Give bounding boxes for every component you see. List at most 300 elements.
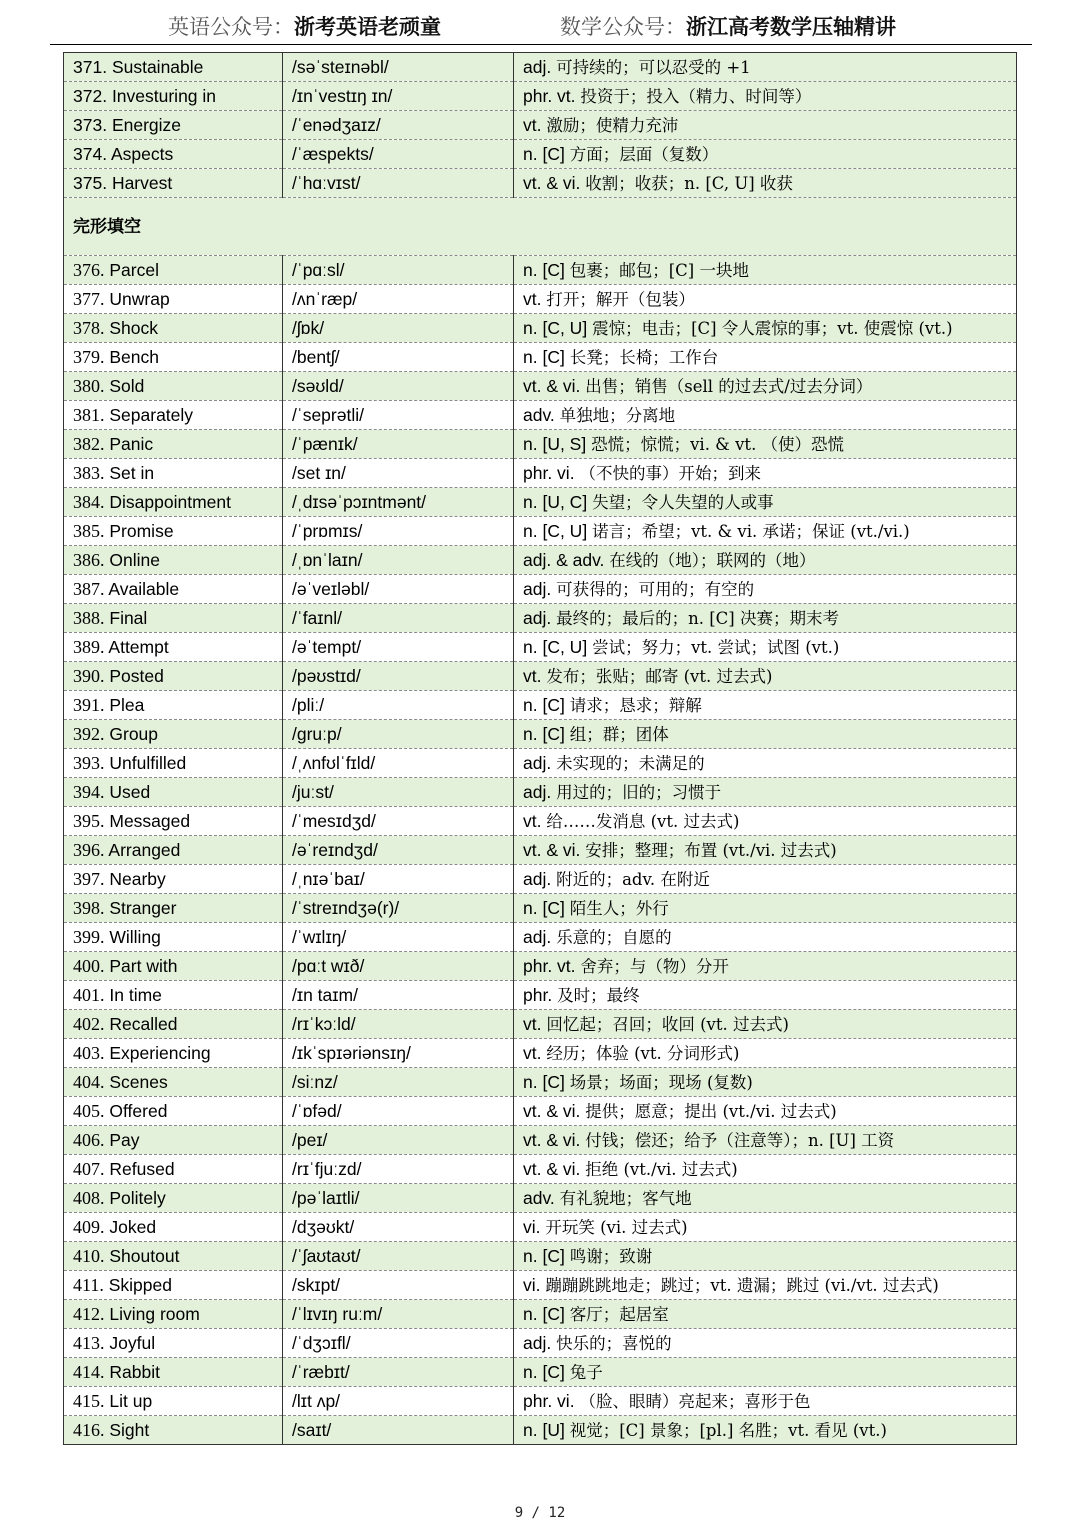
definition-cell	[514, 285, 1017, 314]
part-of-speech: vi.	[523, 1216, 541, 1237]
definition-cell	[514, 140, 1017, 169]
entry-word: Recalled	[109, 1014, 178, 1034]
definition-cell	[514, 1358, 1017, 1387]
definition-text: 请求；恳求；辩解	[569, 695, 702, 715]
word-cell	[64, 140, 283, 169]
part-of-speech: adv.	[523, 404, 555, 425]
table-row	[64, 1358, 1017, 1387]
word-cell	[64, 111, 283, 140]
entry-word: Harvest	[111, 173, 173, 193]
definition-cell	[514, 778, 1017, 807]
definition-cell	[514, 894, 1017, 923]
definition-text: 出售；销售（sell 的过去式/过去分词）	[585, 376, 873, 396]
part-of-speech: n. [C]	[523, 1361, 565, 1382]
definition-cell	[514, 604, 1017, 633]
part-of-speech: vt.	[523, 1013, 542, 1034]
definition-text: 蹦蹦跳跳地走；跳过；vt. 遗漏；跳过 (vi./vt. 过去式)	[545, 1275, 939, 1295]
definition-text: 用过的；旧的；习惯于	[556, 782, 722, 802]
definition-text: 投资于；投入（精力、时间等）	[580, 86, 812, 106]
entry-word: Sold	[109, 376, 145, 396]
table-row	[64, 865, 1017, 894]
definition-text: （不快的事）开始；到来	[579, 463, 761, 483]
table-row	[64, 604, 1017, 633]
part-of-speech: vt.	[523, 1042, 542, 1063]
part-of-speech: vt. & vi.	[523, 172, 581, 193]
phonetic-cell: /səˈsteɪnəbl/	[283, 53, 514, 82]
entry-number: 405.	[73, 1101, 105, 1121]
table-row	[64, 1213, 1017, 1242]
entry-word: Arranged	[108, 840, 181, 860]
word-cell	[64, 459, 283, 488]
definition-cell	[514, 952, 1017, 981]
part-of-speech: adj. & adv.	[523, 549, 605, 570]
table-row	[64, 894, 1017, 923]
definition-cell	[514, 749, 1017, 778]
definition-text: 激励；使精力充沛	[546, 115, 679, 135]
entry-number: 373.	[73, 115, 108, 135]
part-of-speech: n. [C, U]	[523, 636, 588, 657]
phonetic-cell: /ˈpænɪk/	[283, 430, 514, 459]
entry-word: Pay	[109, 1130, 140, 1150]
phonetic-cell: /pəʊstɪd/	[283, 662, 514, 691]
definition-text: 回忆起；召回；收回 (vt. 过去式)	[546, 1014, 789, 1034]
word-cell	[64, 1329, 283, 1358]
entry-word: Shock	[109, 318, 159, 338]
entry-word: Stranger	[109, 898, 177, 918]
table-row	[64, 1010, 1017, 1039]
phonetic-cell: /bentʃ/	[283, 343, 514, 372]
definition-text: 未实现的；未满足的	[556, 753, 705, 773]
table-row	[64, 952, 1017, 981]
table-row	[64, 401, 1017, 430]
part-of-speech: n. [C]	[523, 1071, 565, 1092]
definition-text: 视觉；[C] 景象；[pl.] 名胜；vt. 看见 (vt.)	[569, 1420, 887, 1440]
part-of-speech: adj.	[523, 868, 552, 889]
entry-number: 375.	[73, 173, 108, 193]
entry-word: Joked	[109, 1217, 157, 1237]
definition-text: 长凳；长椅；工作台	[569, 347, 719, 367]
phonetic-cell: /dʒəʊkt/	[283, 1213, 514, 1242]
entry-number: 382.	[73, 434, 105, 454]
entry-word: Aspects	[110, 144, 174, 164]
entry-word: Unwrap	[109, 289, 170, 309]
definition-cell	[514, 169, 1017, 198]
table-row	[64, 488, 1017, 517]
phonetic-cell: /ˈɒfəd/	[283, 1097, 514, 1126]
table-row	[64, 1126, 1017, 1155]
word-cell	[64, 1271, 283, 1300]
entry-word: In time	[109, 985, 162, 1005]
entry-number: 387.	[73, 579, 105, 599]
table-row	[64, 720, 1017, 749]
definition-cell	[514, 1155, 1017, 1184]
phonetic-cell: /əˈtempt/	[283, 633, 514, 662]
word-cell	[64, 952, 283, 981]
part-of-speech: adj.	[523, 752, 552, 773]
definition-cell	[514, 836, 1017, 865]
part-of-speech: phr. vi.	[523, 1390, 575, 1411]
phonetic-cell: /pɑːt wɪð/	[283, 952, 514, 981]
entry-number: 389.	[73, 637, 105, 657]
part-of-speech: adj.	[523, 607, 552, 628]
table-row	[64, 1329, 1017, 1358]
definition-text: 拒绝 (vt./vi. 过去式)	[585, 1159, 738, 1179]
part-of-speech: n. [C]	[523, 897, 565, 918]
word-cell	[64, 517, 283, 546]
definition-text: 恐慌；惊慌；vi. & vt. （使）恐慌	[591, 434, 845, 454]
table-row	[64, 1242, 1017, 1271]
phonetic-cell: /ʃɒk/	[283, 314, 514, 343]
phonetic-cell: /rɪˈfjuːzd/	[283, 1155, 514, 1184]
definition-cell	[514, 923, 1017, 952]
phonetic-cell: /ˌɒnˈlaɪn/	[283, 546, 514, 575]
word-cell	[64, 1126, 283, 1155]
entry-number: 371.	[73, 57, 108, 77]
part-of-speech: n. [C]	[523, 259, 565, 280]
definition-cell	[514, 1213, 1017, 1242]
word-cell	[64, 1039, 283, 1068]
word-cell	[64, 836, 283, 865]
phonetic-cell: /juːst/	[283, 778, 514, 807]
word-cell	[64, 430, 283, 459]
definition-text: 组；群；团体	[569, 724, 669, 744]
word-cell	[64, 1242, 283, 1271]
part-of-speech: phr. vi.	[523, 462, 575, 483]
definition-text: 尝试；努力；vt. 尝试；试图 (vt.)	[592, 637, 840, 657]
table-row	[64, 1184, 1017, 1213]
definition-cell	[514, 488, 1017, 517]
entry-word: Sight	[109, 1420, 150, 1440]
entry-number: 394.	[73, 782, 105, 802]
entry-number: 401.	[73, 985, 105, 1005]
entry-number: 392.	[73, 724, 105, 744]
entry-number: 406.	[73, 1130, 105, 1150]
part-of-speech: n. [C]	[523, 1303, 565, 1324]
entry-number: 416.	[73, 1420, 105, 1440]
word-cell	[64, 633, 283, 662]
table-row	[64, 314, 1017, 343]
definition-cell	[514, 343, 1017, 372]
part-of-speech: adj.	[523, 781, 552, 802]
entry-number: 379.	[73, 347, 105, 367]
part-of-speech: vt. & vi.	[523, 1129, 581, 1150]
table-row	[64, 1416, 1017, 1445]
word-cell	[64, 372, 283, 401]
definition-cell	[514, 1039, 1017, 1068]
part-of-speech: vt.	[523, 288, 542, 309]
entry-word: Panic	[109, 434, 154, 454]
part-of-speech: n. [U, C]	[523, 491, 588, 512]
entry-word: Living room	[109, 1304, 200, 1324]
definition-cell	[514, 111, 1017, 140]
word-cell	[64, 604, 283, 633]
table-row	[64, 923, 1017, 952]
entry-word: Shoutout	[109, 1246, 180, 1266]
table-row	[64, 778, 1017, 807]
entry-number: 404.	[73, 1072, 105, 1092]
entry-number: 399.	[73, 927, 105, 947]
word-cell	[64, 865, 283, 894]
entry-number: 396.	[73, 840, 105, 860]
definition-cell	[514, 1184, 1017, 1213]
table-row	[64, 111, 1017, 140]
definition-text: 陌生人；外行	[569, 898, 669, 918]
entry-word: Refused	[109, 1159, 175, 1179]
entry-word: Politely	[109, 1188, 166, 1208]
entry-word: Disappointment	[109, 492, 231, 512]
definition-cell	[514, 575, 1017, 604]
phonetic-cell: /lɪt ʌp/	[283, 1387, 514, 1416]
definition-text: 经历；体验 (vt. 分词形式)	[546, 1043, 740, 1063]
entry-number: 411.	[73, 1275, 104, 1295]
part-of-speech: n. [C]	[523, 694, 565, 715]
entry-number: 372.	[73, 86, 108, 106]
table-row	[64, 1300, 1017, 1329]
phonetic-cell: /ʌnˈræp/	[283, 285, 514, 314]
word-cell	[64, 1387, 283, 1416]
phonetic-cell: /ˈseprətli/	[283, 401, 514, 430]
word-cell	[64, 662, 283, 691]
word-cell	[64, 807, 283, 836]
phonetic-cell: /ˌdɪsəˈpɔɪntmənt/	[283, 488, 514, 517]
phonetic-cell: /ɪkˈspɪəriənsɪŋ/	[283, 1039, 514, 1068]
definition-text: 诺言；希望；vt. & vi. 承诺；保证 (vt./vi.)	[592, 521, 910, 541]
entry-number: 374.	[73, 144, 108, 164]
phonetic-cell: /ˈræbɪt/	[283, 1358, 514, 1387]
definition-text: 舍弃；与（物）分开	[580, 956, 729, 976]
definition-cell	[514, 865, 1017, 894]
entry-word: Parcel	[109, 260, 159, 280]
phonetic-cell: /peɪ/	[283, 1126, 514, 1155]
entry-word: Available	[108, 579, 180, 599]
entry-word: Separately	[109, 405, 194, 425]
entry-word: Promise	[109, 521, 174, 541]
entry-number: 414.	[73, 1362, 105, 1382]
page-number: 9 / 12	[514, 1505, 566, 1521]
entry-number: 384.	[73, 492, 105, 512]
part-of-speech: n. [C]	[523, 346, 565, 367]
part-of-speech: vt.	[523, 665, 542, 686]
definition-cell	[514, 1242, 1017, 1271]
word-cell	[64, 546, 283, 575]
word-cell	[64, 53, 283, 82]
phonetic-cell: /ˌnɪəˈbaɪ/	[283, 865, 514, 894]
entry-word: Sustainable	[111, 57, 204, 77]
entry-word: Used	[109, 782, 151, 802]
definition-text: 方面；层面（复数）	[569, 144, 719, 164]
definition-cell	[514, 256, 1017, 285]
definition-text: 给……发消息 (vt. 过去式)	[546, 811, 740, 831]
entry-word: Unfulfilled	[109, 753, 187, 773]
part-of-speech: phr. vt.	[523, 955, 576, 976]
entry-number: 383.	[73, 463, 105, 483]
definition-text: 安排；整理；布置 (vt./vi. 过去式)	[585, 840, 837, 860]
definition-cell	[514, 1126, 1017, 1155]
phonetic-cell: /ˌʌnfʊlˈfɪld/	[283, 749, 514, 778]
entry-number: 377.	[73, 289, 105, 309]
table-row	[64, 807, 1017, 836]
table-row	[64, 285, 1017, 314]
definition-cell	[514, 546, 1017, 575]
word-cell	[64, 1068, 283, 1097]
entry-number: 398.	[73, 898, 105, 918]
entry-number: 391.	[73, 695, 105, 715]
definition-cell	[514, 691, 1017, 720]
definition-cell	[514, 1329, 1017, 1358]
entry-word: Nearby	[109, 869, 166, 889]
phonetic-cell: /ɪnˈvestɪŋ ɪn/	[283, 82, 514, 111]
word-cell	[64, 894, 283, 923]
phonetic-cell: /set ɪn/	[283, 459, 514, 488]
phonetic-cell: /ˈmesɪdʒd/	[283, 807, 514, 836]
entry-word: Energize	[111, 115, 182, 135]
word-cell	[64, 1155, 283, 1184]
definition-text: 打开；解开（包装）	[546, 289, 695, 309]
part-of-speech: adv.	[523, 1187, 555, 1208]
entry-number: 381.	[73, 405, 105, 425]
phonetic-cell: /ɪn taɪm/	[283, 981, 514, 1010]
table-row	[64, 82, 1017, 111]
part-of-speech: vt.	[523, 114, 542, 135]
word-cell	[64, 1184, 283, 1213]
table-row	[64, 53, 1017, 82]
phonetic-cell: /ˈwɪlɪŋ/	[283, 923, 514, 952]
phonetic-cell: /rɪˈkɔːld/	[283, 1010, 514, 1039]
phonetic-cell: /ˈenədʒaɪz/	[283, 111, 514, 140]
phonetic-cell: /pəˈlaɪtli/	[283, 1184, 514, 1213]
phonetic-cell: /əˈveɪləbl/	[283, 575, 514, 604]
phonetic-cell: /ˈprɒmɪs/	[283, 517, 514, 546]
part-of-speech: n. [U]	[523, 1419, 565, 1440]
definition-cell	[514, 1010, 1017, 1039]
entry-word: Final	[109, 608, 148, 628]
vocabulary-table	[63, 52, 1017, 1445]
entry-number: 407.	[73, 1159, 105, 1179]
entry-word: Experiencing	[109, 1043, 211, 1063]
word-cell	[64, 1097, 283, 1126]
part-of-speech: phr. vt.	[523, 85, 576, 106]
word-cell	[64, 82, 283, 111]
phonetic-cell: /ɡruːp/	[283, 720, 514, 749]
definition-cell	[514, 807, 1017, 836]
table-row	[64, 546, 1017, 575]
definition-text: 有礼貌地；客气地	[559, 1188, 692, 1208]
table-row	[64, 430, 1017, 459]
word-cell	[64, 981, 283, 1010]
entry-number: 410.	[73, 1246, 105, 1266]
definition-cell	[514, 720, 1017, 749]
part-of-speech: phr.	[523, 984, 553, 1005]
word-cell	[64, 256, 283, 285]
phonetic-cell: /səʊld/	[283, 372, 514, 401]
definition-text: 提供；愿意；提出 (vt./vi. 过去式)	[585, 1101, 837, 1121]
definition-cell	[514, 1097, 1017, 1126]
table-row	[64, 1068, 1017, 1097]
phonetic-cell: /siːnz/	[283, 1068, 514, 1097]
definition-text: 附近的；adv. 在附近	[556, 869, 710, 889]
definition-cell	[514, 53, 1017, 82]
table-row	[64, 140, 1017, 169]
table-row	[64, 633, 1017, 662]
table-row	[64, 1387, 1017, 1416]
part-of-speech: vt. & vi.	[523, 1158, 581, 1179]
table-row	[64, 169, 1017, 198]
definition-text: 开玩笑 (vi. 过去式)	[545, 1217, 688, 1237]
entry-word: Offered	[109, 1101, 168, 1121]
part-of-speech: vt. & vi.	[523, 375, 581, 396]
definition-text: 可获得的；可用的；有空的	[556, 579, 755, 599]
definition-cell	[514, 430, 1017, 459]
phonetic-cell: /ˈpɑːsl/	[283, 256, 514, 285]
entry-word: Set in	[109, 463, 155, 483]
entry-number: 400.	[73, 956, 105, 976]
entry-number: 397.	[73, 869, 105, 889]
entry-number: 395.	[73, 811, 105, 831]
definition-cell	[514, 1068, 1017, 1097]
entry-number: 415.	[73, 1391, 105, 1411]
table-row	[64, 1097, 1017, 1126]
word-cell	[64, 923, 283, 952]
phonetic-cell: /ˈhɑːvɪst/	[283, 169, 514, 198]
part-of-speech: adj.	[523, 578, 552, 599]
entry-number: 393.	[73, 753, 105, 773]
phonetic-cell: /ˈæspekts/	[283, 140, 514, 169]
definition-cell	[514, 314, 1017, 343]
definition-text: 在线的（地）；联网的（地）	[609, 550, 816, 570]
entry-word: Plea	[109, 695, 145, 715]
definition-text: 客厅；起居室	[569, 1304, 669, 1324]
phonetic-cell: /pliː/	[283, 691, 514, 720]
definition-cell	[514, 401, 1017, 430]
entry-word: Attempt	[108, 637, 169, 657]
entry-number: 402.	[73, 1014, 105, 1034]
table-row	[64, 575, 1017, 604]
table-row	[64, 836, 1017, 865]
phonetic-cell: /ˈfaɪnl/	[283, 604, 514, 633]
word-cell	[64, 314, 283, 343]
entry-word: Lit up	[109, 1391, 153, 1411]
word-cell	[64, 401, 283, 430]
table-row	[64, 517, 1017, 546]
entry-number: 380.	[73, 376, 105, 396]
part-of-speech: n. [C]	[523, 143, 565, 164]
entry-number: 408.	[73, 1188, 105, 1208]
definition-text: 单独地；分离地	[559, 405, 676, 425]
definition-text: 场景；场面；现场 (复数)	[569, 1072, 753, 1092]
entry-word: Posted	[109, 666, 164, 686]
entry-number: 390.	[73, 666, 105, 686]
entry-number: 376.	[73, 260, 105, 280]
phonetic-cell: /ˈʃaʊtaʊt/	[283, 1242, 514, 1271]
table-row	[64, 691, 1017, 720]
word-cell	[64, 488, 283, 517]
definition-text: 最终的；最后的；n. [C] 决赛；期末考	[556, 608, 839, 628]
table-row	[64, 372, 1017, 401]
word-cell	[64, 1416, 283, 1445]
table-row	[64, 1271, 1017, 1300]
word-cell	[64, 778, 283, 807]
part-of-speech: vt.	[523, 810, 542, 831]
part-of-speech: n. [C, U]	[523, 317, 588, 338]
definition-text: 震惊；电击；[C] 令人震惊的事；vt. 使震惊 (vt.)	[592, 318, 953, 338]
part-of-speech: adj.	[523, 1332, 552, 1353]
table-row	[64, 1155, 1017, 1184]
entry-word: Investuring in	[111, 86, 217, 106]
entry-word: Group	[109, 724, 159, 744]
entry-number: 412.	[73, 1304, 105, 1324]
definition-text: 快乐的；喜悦的	[556, 1333, 672, 1353]
definition-cell	[514, 981, 1017, 1010]
